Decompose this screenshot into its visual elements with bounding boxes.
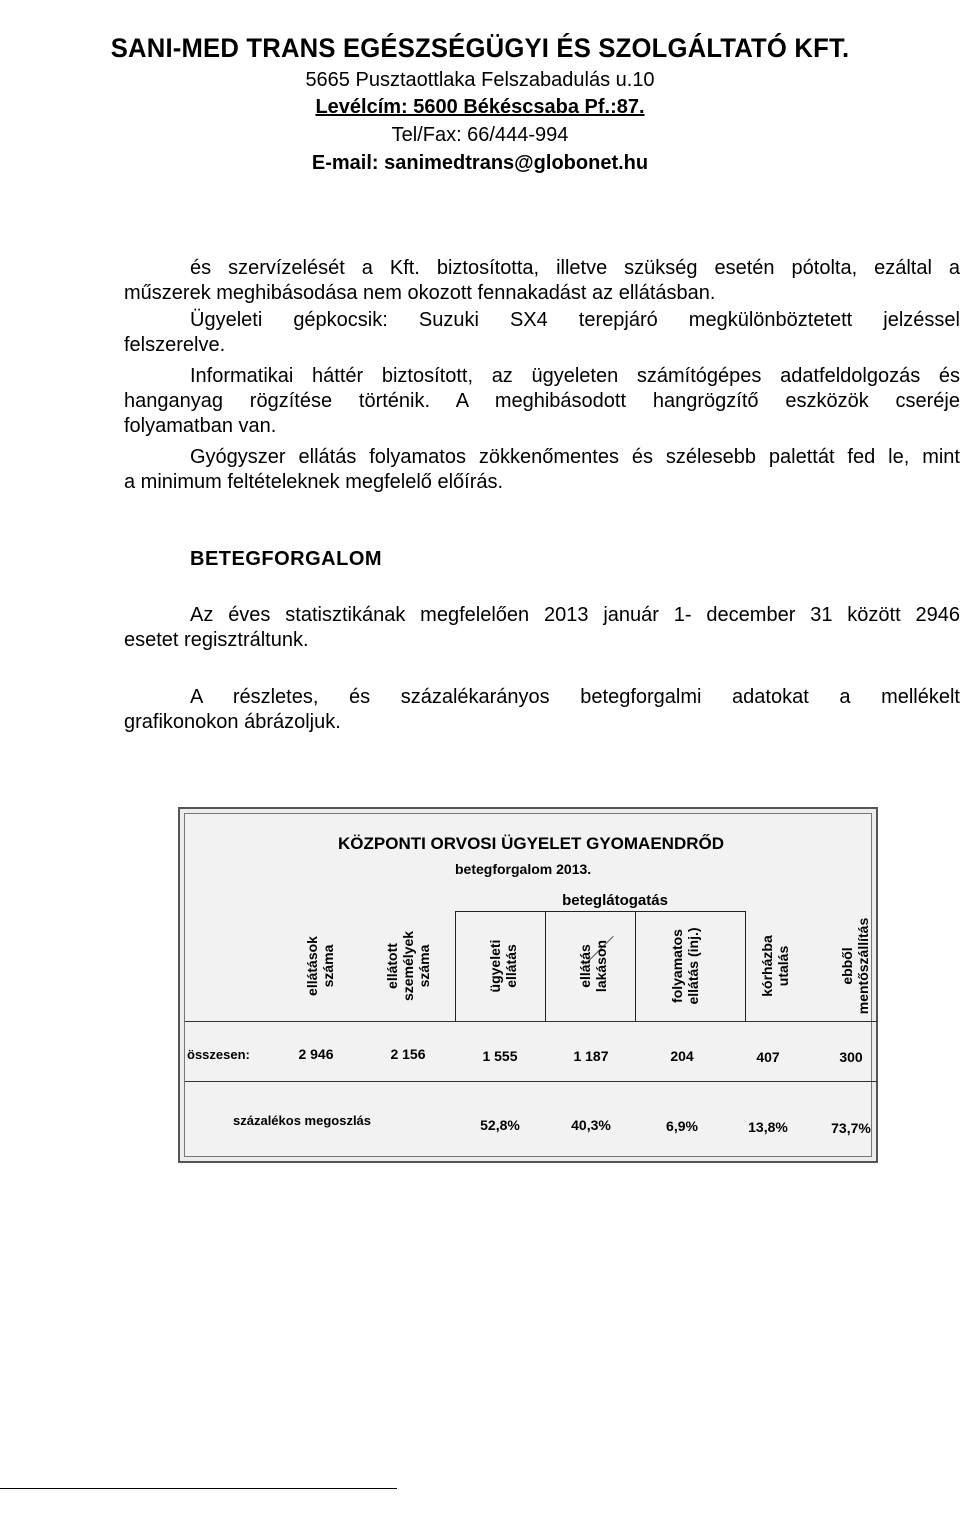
paragraph-maintenance (124, 256, 960, 306)
text-line: Az éves statisztikának megfelelően 2013 január 1- december 31 között 2946 (190, 604, 960, 626)
table-subtitle: betegforgalom 2013. (455, 861, 592, 877)
table-cell: 1 555 (482, 1048, 518, 1064)
column-header-label: ebből mentőszállítás (839, 917, 871, 1015)
column-header-label: ellátott személyek száma (384, 930, 432, 1002)
row-label-percent: százalékos megoszlás (233, 1113, 372, 1128)
telfax: Tel/Fax: 66/444-994 (391, 124, 569, 146)
column-header (820, 911, 890, 1021)
column-header-label: ellátás lakáson (577, 939, 609, 993)
paragraph-it (124, 364, 960, 439)
table-cell: 73,7% (831, 1120, 871, 1136)
column-header (285, 911, 355, 1021)
table-cell: 2 156 (390, 1046, 426, 1062)
text-line: A részletes, és százalékarányos betegforgalmi adatokat a mellékelt (190, 686, 960, 708)
column-header (373, 911, 443, 1021)
column-header (740, 911, 810, 1021)
row-label-total: összesen: (187, 1047, 250, 1062)
text-line: és szervízelését a Kft. biztosította, illetve szükség esetén pótolta, ezáltal a (190, 257, 960, 279)
paragraph-vehicles (124, 308, 960, 358)
table-cell: 40,3% (571, 1117, 611, 1133)
row-divider (185, 1081, 877, 1082)
text-line: Informatikai háttér biztosított, az ügyeleten számítógépes adatfeldolgozás és (190, 365, 960, 387)
mail-address: Levélcím: 5600 Békéscsaba Pf.:87. (315, 96, 645, 118)
company-name: SANI-MED TRANS EGÉSZSÉGÜGYI ÉS SZOLGÁLTATÓ KFT. (110, 33, 850, 63)
column-header-label: kórházba utalás (759, 935, 791, 997)
column-header (558, 911, 628, 1021)
text-line: a minimum feltételeknek megfelelő előírás. (124, 471, 504, 493)
row-divider (185, 1021, 877, 1022)
patient-traffic-table (178, 807, 878, 1163)
text-line: grafikonokon ábrázoljuk. (124, 711, 341, 733)
paragraph-statistics (124, 603, 960, 653)
table-title: KÖZPONTI ORVOSI ÜGYELET GYOMAENDRŐD (338, 834, 724, 853)
text-line: felszerelve. (124, 334, 226, 356)
column-header (650, 911, 720, 1021)
text-line: Gyógyszer ellátás folyamatos zökkenőmentes és szélesebb palettát fed le, mint (190, 446, 960, 468)
text-line: folyamatban van. (124, 415, 277, 437)
text-line: műszerek meghibásodása nem okozott fennakadást az ellátásban. (124, 282, 716, 304)
column-divider (635, 911, 636, 1021)
text-line: Ügyeleti gépkocsik: Suzuki SX4 terepjáró megkülönböztetett jelzéssel (190, 309, 960, 331)
column-header-label: folyamatos ellátás (inj.) (669, 927, 701, 1005)
text-line: esetet regisztráltunk. (124, 629, 309, 651)
table-cell: 6,9% (666, 1118, 698, 1134)
column-header-label: ellátások száma (304, 936, 336, 996)
footnote-divider (0, 1488, 397, 1489)
table-body (184, 813, 872, 1157)
email: E-mail: sanimedtrans@globonet.hu (311, 152, 649, 174)
company-address: 5665 Pusztaottlaka Felszabadulás u.10 (305, 69, 655, 91)
column-header-label: ügyeleti ellátás (487, 939, 519, 993)
column-header (468, 911, 538, 1021)
column-divider (455, 911, 456, 1021)
section-title: BETEGFORGALOM (190, 548, 383, 570)
text-line: hanganyag rögzítése történik. A meghibásodott hangrögzítő eszközök cseréje (124, 390, 960, 412)
paragraph-medication (124, 445, 960, 495)
group-header: beteglátogatás (562, 892, 668, 909)
paragraph-charts (124, 685, 960, 735)
table-cell: 52,8% (480, 1117, 520, 1133)
table-cell: 2 946 (298, 1046, 334, 1062)
table-cell: 1 187 (573, 1048, 609, 1064)
table-cell: 300 (839, 1049, 863, 1065)
table-cell: 13,8% (748, 1119, 788, 1135)
column-divider (545, 911, 546, 1021)
table-cell: 407 (756, 1049, 780, 1065)
table-cell: 204 (670, 1048, 694, 1064)
